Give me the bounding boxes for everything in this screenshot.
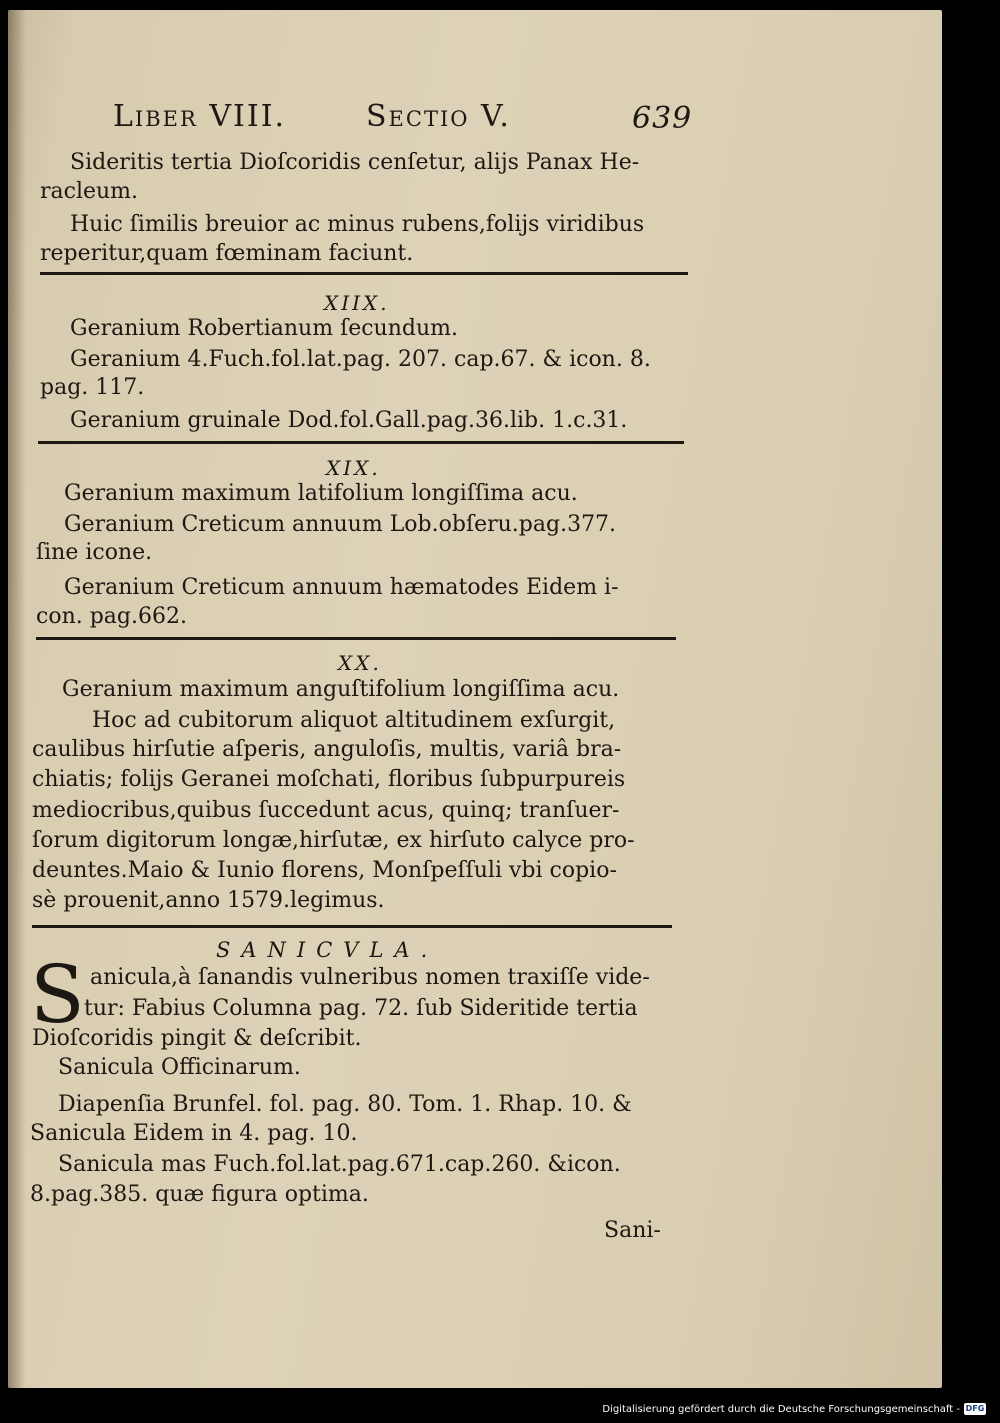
section-rule xyxy=(38,441,684,444)
section-rule xyxy=(40,272,688,275)
text-line: Geranium 4.Fuch.fol.lat.pag. 207. cap.67. & icon. 8. xyxy=(70,347,651,372)
running-header-left: Liber VIII. xyxy=(113,99,287,134)
text-line: Sanicula Officinarum. xyxy=(58,1055,301,1080)
text-line: pag. 117. xyxy=(40,375,145,400)
text-line: Diapenſia Brunfel. fol. pag. 80. Tom. 1. Rhap. 10. & xyxy=(58,1092,632,1117)
section-heading: XX. xyxy=(338,651,382,675)
digitization-credit: Digitalisierung gefördert durch die Deutsche Forschungsgemeinschaft - xyxy=(602,1404,960,1415)
section-heading: SANICVLA. xyxy=(216,938,439,962)
text-line: racleum. xyxy=(40,179,139,204)
text-line: sè prouenit,anno 1579.legimus. xyxy=(32,888,385,913)
text-line: caulibus hirſutie aſperis, anguloſis, multis, variâ bra- xyxy=(32,737,622,762)
text-line: Sideritis tertia Dioſcoridis cenſetur, alijs Panax He- xyxy=(70,150,640,175)
section-rule xyxy=(36,637,676,640)
gutter-shadow xyxy=(8,10,26,1388)
text-line: ſorum digitorum longæ,hirſutæ, ex hirſuto calyce pro- xyxy=(32,828,635,853)
text-line: Geranium Creticum annuum Lob.obſeru.pag.377. xyxy=(64,512,617,537)
text-line: Dioſcoridis pingit & deſcribit. xyxy=(32,1026,362,1051)
text-line: Geranium maximum latifolium longiſſima acu. xyxy=(64,481,578,506)
text-line: anicula,à ſanandis vulneribus nomen traxiſſe vide- xyxy=(90,965,650,990)
text-line: Geranium Robertianum ſecundum. xyxy=(70,316,458,341)
text-line: tur: Fabius Columna pag. 72. ſub Sideritide tertia xyxy=(84,996,638,1021)
text-line: Huic ſimilis breuior ac minus rubens,folijs viridibus xyxy=(70,212,645,237)
running-header-center: Sectio V. xyxy=(366,99,511,134)
dfg-logo: DFG xyxy=(965,1404,985,1413)
text-line: con. pag.662. xyxy=(36,604,187,629)
text-line: Sanicula Eidem in 4. pag. 10. xyxy=(30,1121,358,1146)
section-heading: XIIX. xyxy=(324,291,390,315)
text-line: deuntes.Maio & Iunio florens, Monſpeſſuli vbi copio- xyxy=(32,858,617,883)
page-number: 639 xyxy=(632,101,693,136)
text-line: reperitur,quam fœminam faciunt. xyxy=(40,241,414,266)
text-line: ſine icone. xyxy=(36,540,153,565)
text-line: Geranium gruinale Dod.fol.Gall.pag.36.lib. 1.c.31. xyxy=(70,408,628,433)
text-line: Hoc ad cubitorum aliquot altitudinem exſurgit, xyxy=(92,708,616,733)
text-line: 8.pag.385. quæ figura optima. xyxy=(30,1182,369,1207)
text-line: Geranium maximum anguſtifolium longiſſima acu. xyxy=(62,677,620,702)
text-line: chiatis; folijs Geranei moſchati, floribus ſubpurpureis xyxy=(32,767,626,792)
text-line: mediocribus,quibus ſuccedunt acus, quinq; tranſuer- xyxy=(32,798,620,823)
drop-cap: S xyxy=(30,948,85,1041)
section-heading: XIX. xyxy=(326,456,381,480)
text-line: Geranium Creticum annuum hæmatodes Eidem i- xyxy=(64,575,619,600)
text-line: Sanicula mas Fuch.fol.lat.pag.671.cap.260. &icon. xyxy=(58,1152,621,1177)
catchword: Sani- xyxy=(604,1218,661,1243)
section-rule xyxy=(32,925,672,928)
